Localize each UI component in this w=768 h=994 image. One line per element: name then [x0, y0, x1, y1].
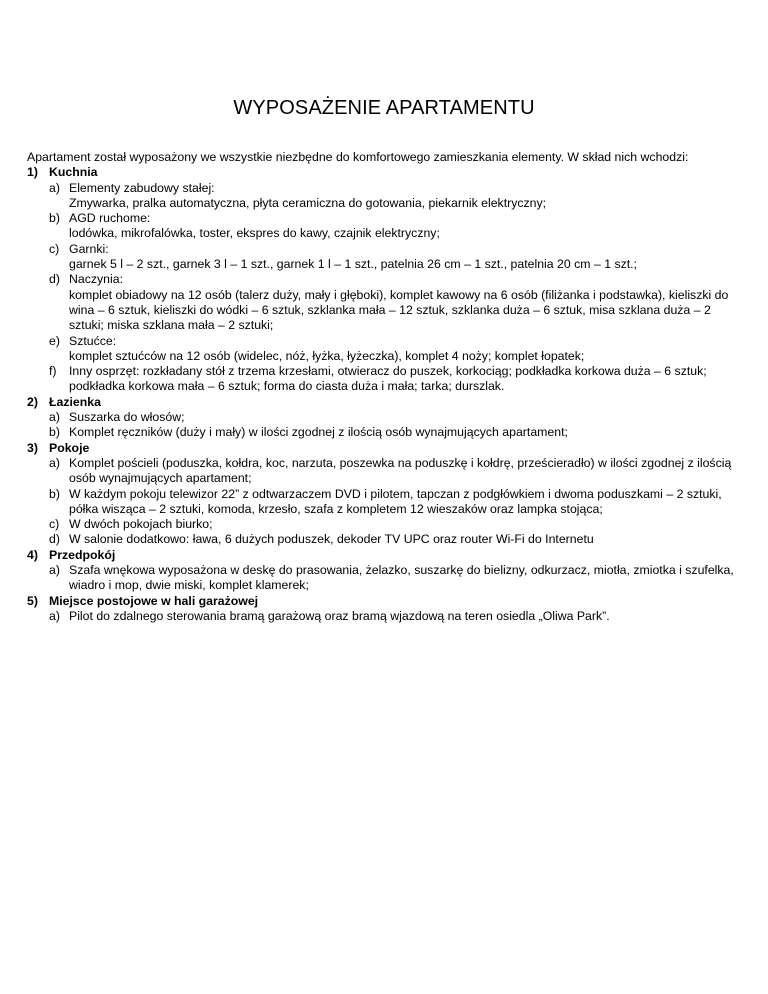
item-letter: d) [49, 532, 60, 547]
item-letter: a) [49, 455, 60, 470]
item-text: Inny osprzęt: rozkładany stół z trzema krzesłami, otwieracz do puszek, korkociąg; podkładka korkowa duża – 6 sztuk; podkładka korkowa mała – 6 sztuk; forma do ciasta duża i mała; tarka; durszlak. [69, 364, 707, 394]
section-kuchnia [27, 165, 747, 394]
list-item [49, 563, 747, 594]
item-detail: komplet sztućców na 12 osób (widelec, nóż, łyżka, łyżeczka), komplet 4 noży; komplet łopatek; [69, 348, 585, 363]
list-item [49, 334, 747, 365]
list-item [49, 364, 747, 395]
list-item [49, 181, 747, 212]
section-title: Łazienka [49, 394, 101, 409]
item-letter: e) [49, 333, 60, 348]
list-item [49, 609, 747, 624]
item-letter: a) [49, 563, 60, 578]
item-text: Naczynia: [69, 272, 123, 287]
section-przedpokoj [27, 548, 747, 594]
section-lazienka [27, 395, 747, 441]
section-title: Miejsce postojowe w hali garażowej [49, 593, 259, 608]
item-detail: Zmywarka, pralka automatyczna, płyta ceramiczna do gotowania, piekarnik elektryczny; [69, 195, 547, 210]
section-pokoje [27, 441, 747, 548]
item-text: Garnki: [69, 241, 109, 256]
item-letter: c) [49, 517, 60, 532]
item-detail: komplet obiadowy na 12 osób (talerz duży, mały i głęboki), komplet kawowy na 6 osób (filiżanka i podstawka), kieliszki do wina – 6 sztuk, kieliszki do wódki – 6 sztuk, szklanka mała – 12 sztuk, szklanka duża – 6 sztuk, misa szklana duża – 2 sztuki; miska szklana mała – 2 sztuki; [69, 287, 729, 333]
section-number: 3) [27, 440, 38, 455]
section-number: 1) [27, 165, 38, 180]
list-item [49, 211, 747, 242]
item-text: W salonie dodatkowo: ława, 6 dużych poduszek, dekoder TV UPC oraz router Wi-Fi do Internetu [69, 532, 594, 547]
list-item [49, 487, 747, 518]
section-number: 4) [27, 547, 38, 562]
section-title: Przedpokój [49, 547, 116, 562]
list-item [49, 517, 747, 532]
list-item [49, 425, 747, 440]
item-text: Szafa wnękowa wyposażona w deskę do prasowania, żelazko, suszarkę do bielizny, odkurzacz, miotła, zmiotka i szufelka, wiadro i mop, dwie miski, komplet klamerek; [69, 563, 734, 593]
item-text: Elementy zabudowy stałej: [69, 180, 215, 195]
item-letter: a) [49, 608, 60, 623]
list-item [49, 532, 747, 547]
section-number: 5) [27, 593, 38, 608]
section-title: Pokoje [49, 440, 90, 455]
item-detail: lodówka, mikrofalówka, toster, ekspres do kawy, czajnik elektryczny; [69, 226, 440, 241]
item-text: Sztućce: [69, 333, 117, 348]
item-letter: b) [49, 486, 60, 501]
section-miejsce-postojowe [27, 594, 747, 625]
item-letter: f) [49, 364, 57, 379]
intro-paragraph: Apartament został wyposażony we wszystkie niezbędne do komfortowego zamieszkania elementy. W skład nich wchodzi: [27, 150, 689, 164]
item-text: AGD ruchome: [69, 211, 151, 226]
list-item [49, 456, 747, 487]
list-item [49, 242, 747, 273]
item-letter: a) [49, 180, 60, 195]
list-item [49, 272, 747, 333]
section-title: Kuchnia [49, 165, 98, 180]
item-letter: c) [49, 241, 60, 256]
item-letter: b) [49, 211, 60, 226]
list-item [49, 410, 747, 425]
item-text: W dwóch pokojach biurko; [69, 517, 213, 532]
item-detail: garnek 5 l – 2 szt., garnek 3 l – 1 szt., garnek 1 l – 1 szt., patelnia 26 cm – 1 szt., patelnia 20 cm – 1 szt.; [69, 257, 637, 272]
document-title: WYPOSAŻENIE APARTAMENTU [233, 97, 535, 119]
item-text: Komplet pościeli (poduszka, kołdra, koc, narzuta, poszewka na poduszkę i kołdrę, prześcieradło) w ilości zgodnej z ilością osób wynajmujących apartament; [69, 455, 732, 486]
document-body [27, 150, 747, 624]
item-text: W każdym pokoju telewizor 22” z odtwarzaczem DVD i pilotem, tapczan z podgłówkiem i dwoma poduszkami – 2 sztuki, półka wisząca – 2 sztuki, komoda, krzesło, szafa z kompletem 12 wieszaków oraz lampka stojąca; [69, 486, 722, 516]
item-text: Komplet ręczników (duży i mały) w ilości zgodnej z ilością osób wynajmujących apartament; [69, 425, 568, 440]
item-text: Pilot do zdalnego sterowania bramą garażową oraz bramą wjazdową na teren osiedla „Oliwa Park”. [69, 608, 610, 623]
item-letter: a) [49, 410, 60, 425]
item-letter: d) [49, 272, 60, 287]
item-letter: b) [49, 425, 60, 440]
section-number: 2) [27, 394, 38, 409]
item-text: Suszarka do włosów; [69, 410, 185, 425]
